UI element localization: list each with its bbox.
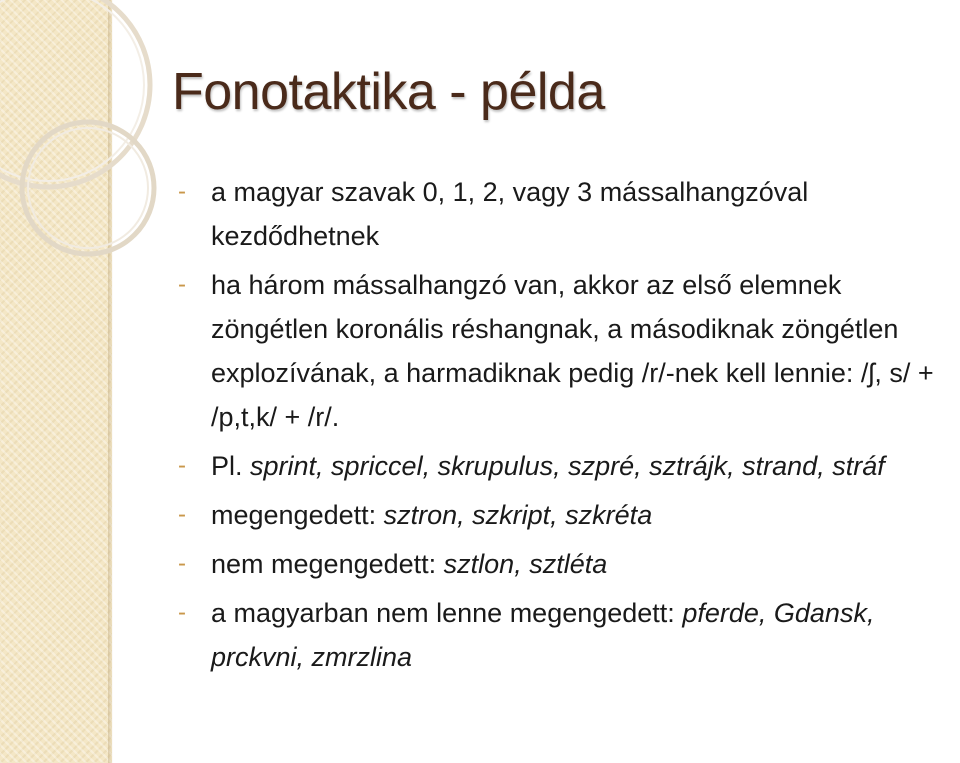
bullet-examples: sztlon, sztléta (443, 549, 608, 579)
bullet-examples: pferde, Gdansk, prckvni, zmrzlina (211, 598, 875, 672)
bullet-prefix: a magyarban nem lenne megengedett: (211, 598, 683, 628)
bullet-text: a magyar szavak 0, 1, 2, vagy 3 mássalhangzóval kezdődhetnek (211, 177, 809, 251)
bullet-examples: sztron, szkript, szkréta (383, 500, 653, 530)
bullet-examples: sprint, spriccel, skrupulus, szpré, sztrájk, strand, stráf (250, 451, 885, 481)
bullet-list (178, 170, 948, 684)
bullet-item (178, 591, 948, 679)
bullet-item (178, 263, 948, 439)
bullet-prefix: megengedett: (211, 500, 384, 530)
bullet-marker: - (178, 178, 186, 205)
slide-title: Fonotaktika - példa (172, 63, 605, 121)
bullet-marker: - (178, 599, 186, 626)
bullet-item (178, 170, 948, 258)
bullet-marker: - (178, 452, 186, 479)
bullet-item (178, 493, 948, 537)
bullet-marker: - (178, 550, 186, 577)
bullet-marker: - (178, 271, 186, 298)
bullet-item (178, 444, 948, 488)
bullet-prefix: nem megengedett: (211, 549, 444, 579)
bullet-prefix: Pl. (211, 451, 251, 481)
bullet-item (178, 542, 948, 586)
bullet-marker: - (178, 501, 186, 528)
decorative-ring-large (0, 0, 150, 187)
bullet-text: ha három mássalhangzó van, akkor az első elemnek zöngétlen koronális réshangnak, a másodiknak zöngétlen explozívának, a harmadiknak pedig /r/-nek kell lennie: /ʃ, s/ + /p,t,k/ + /r/. (211, 270, 934, 432)
